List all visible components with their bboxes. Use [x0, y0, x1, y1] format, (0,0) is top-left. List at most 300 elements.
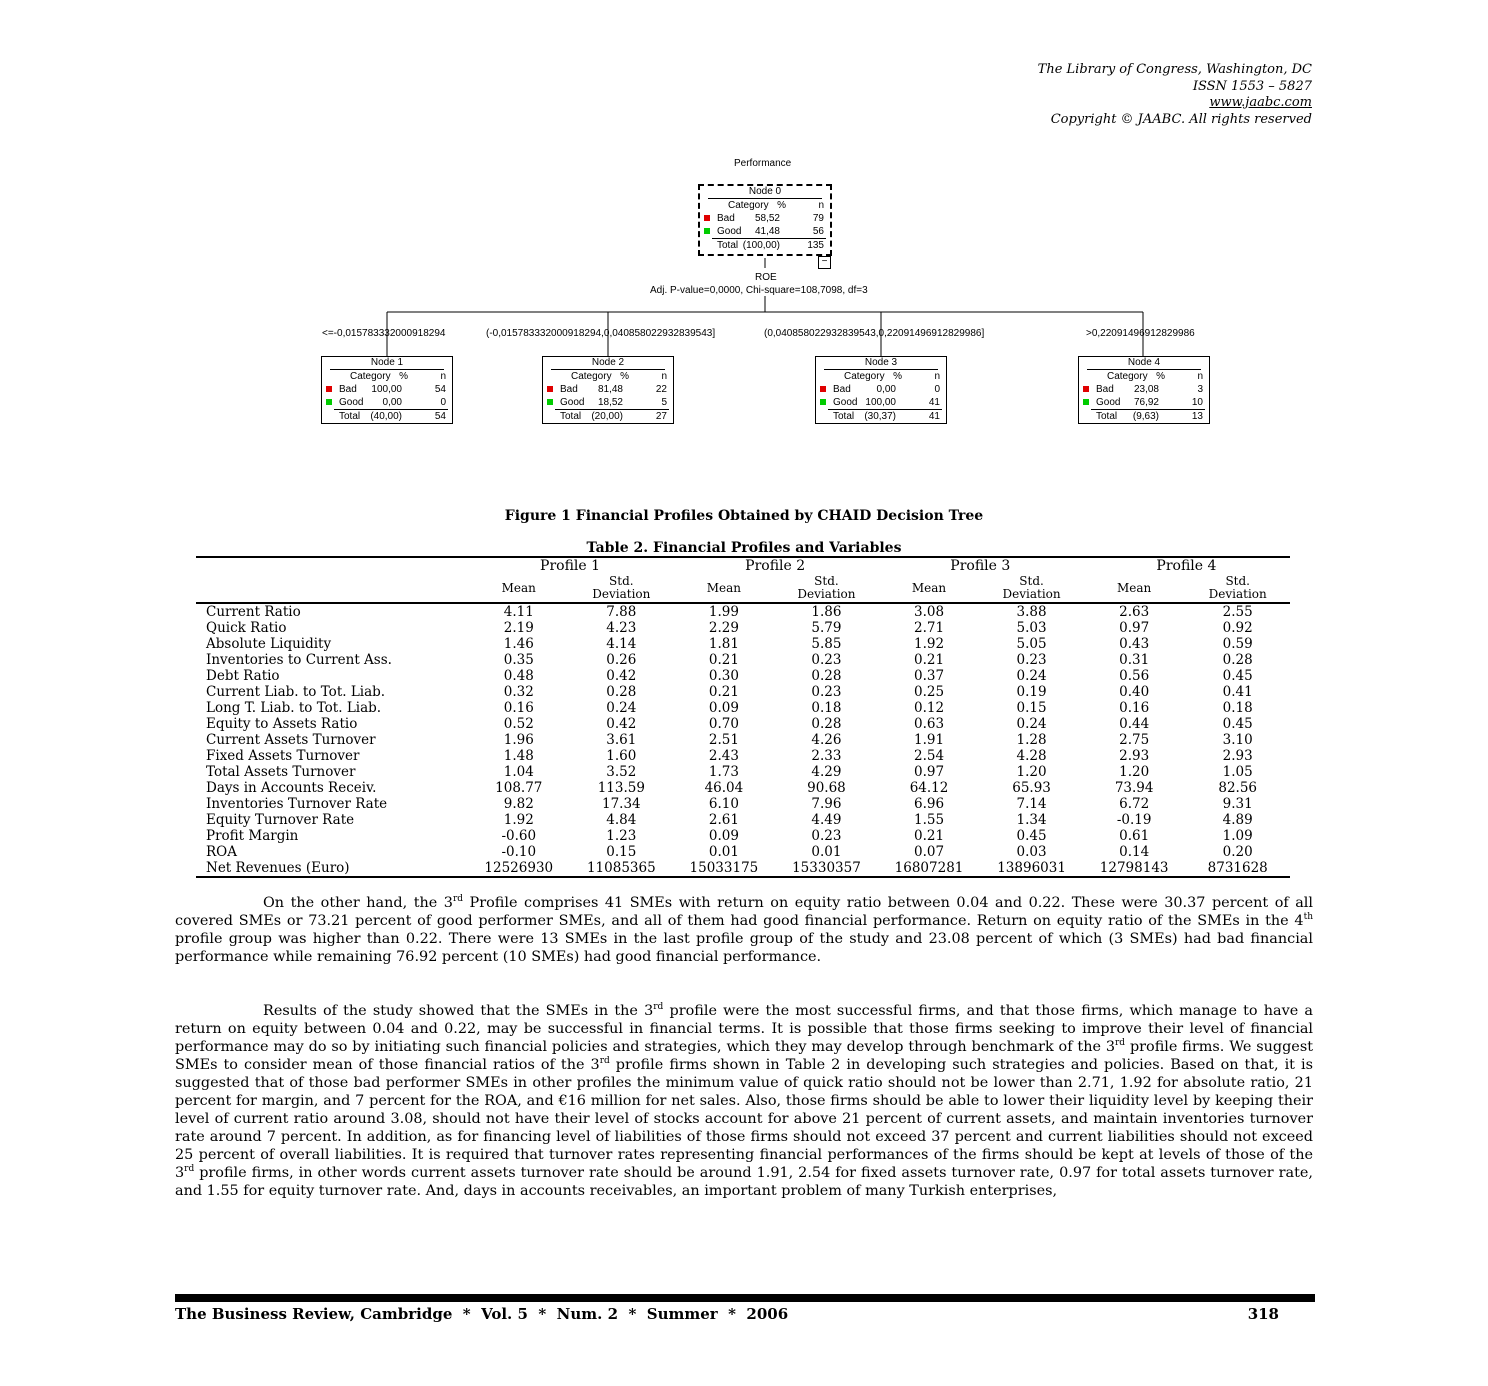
text-run: profile group was higher than 0.22. There were 13 SMEs in the last profile group of the study and 23.08 percent of which (3 SMEs) had bad financial performance while remaining 76.92 percent (10 SMEs) had good financial performance. — [175, 931, 1313, 965]
node-title: Node 3 — [824, 357, 938, 370]
std-cell: 0.23 — [811, 652, 842, 668]
row-pct: 81,48 — [597, 384, 623, 395]
mean-cell: 1.55 — [913, 812, 945, 828]
bad-color-swatch — [547, 386, 553, 392]
std-cell: 3.61 — [606, 732, 637, 748]
mean-cell: 2.29 — [708, 620, 739, 636]
header-category: Category — [844, 371, 885, 382]
row-label: Good — [717, 226, 742, 237]
std-cell: 82.56 — [1218, 780, 1258, 796]
header-n: n — [661, 371, 667, 382]
node-header-row — [322, 370, 452, 383]
mean-cell: 0.35 — [503, 652, 534, 668]
row-label: Bad — [717, 213, 735, 224]
tree-node-3[interactable] — [815, 356, 947, 424]
text-run: profile firms shown in Table 2 in developing such strategies and policies. Based on that, it is suggested that of those bad performer SMEs in other profiles the minimum value of quick ratio should not be lower than 2.71, 1.92 for absolute ratio, 21 percent for margin, and 7 percent for the ROA, and €16 million for net sales. Also, those firms should be able to lower their liquidity level by keeping their level of current ratio around 3.08, should not have their level of stocks account for above 21 percent of current assets, and maintain inventories turnover rate around 7 percent. In addition, as for financing level of liabilities of those firms should not exceed 37 percent and current liabilities should not exceed 25 percent of overall liabilities. It is required that turnover rates representing financial performances of the firms should be kept at levels of those of the 3 — [175, 1057, 1313, 1181]
mean-cell: 16807281 — [878, 860, 981, 877]
std-cell: 4.28 — [1016, 748, 1047, 764]
row-pct: 0,00 — [876, 384, 896, 395]
header-category: Category — [350, 371, 391, 382]
std-cell: 4.29 — [811, 764, 842, 780]
mean-header: Mean — [1083, 574, 1186, 603]
mean-cell: 9.82 — [503, 796, 534, 812]
mean-cell: 15033175 — [673, 860, 776, 877]
mean-cell: 0.37 — [913, 668, 945, 684]
superscript: rd — [184, 1164, 195, 1175]
mean-cell: 1.73 — [708, 764, 739, 780]
mean-cell: 0.07 — [913, 844, 945, 860]
std-cell: 0.41 — [1222, 684, 1253, 700]
mean-cell: 12798143 — [1083, 860, 1186, 877]
collapse-node-button[interactable]: − — [818, 256, 831, 269]
branch-condition-1: <=-0,015783332000918294 — [322, 328, 446, 339]
tree-node-1[interactable] — [321, 356, 453, 424]
mean-cell: 12526930 — [467, 860, 570, 877]
std-cell: 113.59 — [597, 780, 645, 796]
mean-cell: 1.46 — [503, 636, 534, 652]
mean-cell: 0.01 — [708, 844, 739, 860]
row-label: Debt Ratio — [206, 668, 280, 684]
mean-cell: 2.61 — [708, 812, 739, 828]
mean-cell: 0.43 — [1119, 636, 1150, 652]
mean-cell: 108.77 — [495, 780, 543, 796]
std-cell: 0.24 — [1016, 668, 1047, 684]
std-cell: 11085365 — [570, 860, 673, 877]
row-label: Long T. Liab. to Tot. Liab. — [206, 700, 382, 716]
mean-cell: 0.09 — [708, 700, 739, 716]
std-cell: 0.18 — [811, 700, 842, 716]
std-cell: 90.68 — [807, 780, 846, 796]
std-line-2: Deviation — [797, 587, 856, 601]
row-label: Total — [717, 240, 739, 251]
table-row — [196, 844, 1290, 860]
mean-cell: -0.10 — [501, 844, 537, 860]
row-n: 54 — [434, 384, 446, 395]
row-pct: (100,00) — [742, 240, 780, 251]
table-row — [196, 716, 1290, 732]
table-row — [196, 652, 1290, 668]
row-n: 13 — [1191, 411, 1203, 422]
std-cell: 5.03 — [1016, 620, 1047, 636]
row-pct: 76,92 — [1133, 397, 1159, 408]
std-cell: 3.88 — [1016, 604, 1047, 620]
node-row-good — [322, 396, 452, 409]
mean-cell: 1.81 — [708, 636, 739, 652]
std-cell: 65.93 — [1012, 780, 1051, 796]
row-label: Net Revenues (Euro) — [196, 860, 467, 877]
std-header — [1185, 574, 1290, 603]
node-title: Node 0 — [708, 186, 822, 199]
node-row-bad — [816, 383, 946, 396]
decision-tree-figure — [300, 150, 1240, 440]
header-n: n — [934, 371, 940, 382]
std-cell: 1.09 — [1222, 828, 1253, 844]
std-cell: 0.45 — [1016, 828, 1047, 844]
row-pct: 100,00 — [865, 397, 896, 408]
std-cell: 0.03 — [1016, 844, 1047, 860]
good-color-swatch — [1083, 399, 1089, 405]
mean-header: Mean — [878, 574, 981, 603]
row-label: Bad — [339, 384, 357, 395]
std-cell: 0.45 — [1222, 716, 1253, 732]
std-cell: 0.01 — [811, 844, 842, 860]
row-n: 22 — [655, 384, 667, 395]
std-cell: 0.59 — [1222, 636, 1253, 652]
row-label: Total — [1096, 411, 1118, 422]
split-variable-label: ROE — [755, 272, 777, 283]
header-category: Category — [728, 200, 769, 211]
std-cell: 0.15 — [606, 844, 637, 860]
row-label: Profit Margin — [206, 828, 299, 844]
mean-cell: 1.04 — [503, 764, 534, 780]
mean-cell: 2.63 — [1119, 604, 1150, 620]
row-label: Good — [1096, 397, 1121, 408]
page-footer — [175, 1305, 1279, 1323]
node-title: Node 4 — [1087, 357, 1201, 370]
superscript: th — [1303, 912, 1313, 923]
mean-cell: 0.12 — [913, 700, 945, 716]
mean-cell: 0.21 — [708, 652, 739, 668]
row-label: Total Assets Turnover — [206, 764, 356, 780]
std-cell: 9.31 — [1222, 796, 1253, 812]
std-cell: 15330357 — [775, 860, 878, 877]
tree-node-2[interactable] — [542, 356, 674, 424]
superscript: rd — [599, 1056, 610, 1067]
mean-cell: 0.44 — [1119, 716, 1150, 732]
row-pct: (9,63) — [1132, 411, 1159, 422]
table-row — [196, 700, 1290, 716]
profile-3-header: Profile 3 — [878, 557, 1083, 574]
row-label: Total — [560, 411, 582, 422]
std-cell: 5.05 — [1016, 636, 1047, 652]
table-row — [196, 668, 1290, 684]
mean-cell: 3.08 — [913, 604, 945, 620]
node-row-total — [700, 239, 830, 252]
header-category: Category — [1107, 371, 1148, 382]
mean-cell: 2.19 — [503, 620, 534, 636]
row-label: Bad — [1096, 384, 1114, 395]
mean-cell: 0.70 — [708, 716, 739, 732]
mean-cell: 0.52 — [503, 716, 534, 732]
header-issn: ISSN 1553 – 5827 — [1192, 78, 1312, 94]
row-label: Current Liab. to Tot. Liab. — [206, 684, 386, 700]
mean-cell: 2.71 — [913, 620, 945, 636]
node-row-total — [322, 410, 452, 423]
row-pct: (20,00) — [591, 411, 623, 422]
paragraph-2 — [175, 1002, 1313, 1200]
mean-cell: 73.94 — [1114, 780, 1154, 796]
mean-cell: 6.10 — [708, 796, 739, 812]
header-category: Category — [571, 371, 612, 382]
mean-cell: 0.21 — [913, 652, 945, 668]
std-cell: 0.45 — [1222, 668, 1253, 684]
mean-header: Mean — [467, 574, 570, 603]
std-cell: 7.14 — [1016, 796, 1047, 812]
mean-cell: 0.40 — [1119, 684, 1150, 700]
mean-cell: 64.12 — [909, 780, 949, 796]
financial-profiles-table — [196, 556, 1290, 878]
table-row — [196, 603, 1290, 620]
bad-color-swatch — [704, 215, 710, 221]
row-pct: 100,00 — [371, 384, 402, 395]
std-cell: 0.15 — [1016, 700, 1047, 716]
header-n: n — [1197, 371, 1203, 382]
row-n: 79 — [812, 213, 824, 224]
tree-target-label: Performance — [734, 158, 792, 169]
std-cell: 7.88 — [606, 604, 637, 620]
bad-color-swatch — [326, 386, 332, 392]
row-label: Total — [339, 411, 361, 422]
std-line-1: Std. — [609, 574, 634, 588]
good-color-swatch — [820, 399, 826, 405]
row-pct: 23,08 — [1133, 384, 1159, 395]
bad-color-swatch — [1083, 386, 1089, 392]
std-cell: 2.33 — [811, 748, 842, 764]
header-n: n — [818, 200, 824, 211]
figure-caption: Figure 1 Financial Profiles Obtained by CHAID Decision Tree — [504, 508, 984, 524]
text-run: profile firms. We suggest SMEs to consider mean of those financial ratios of the 3 — [175, 1039, 1313, 1073]
empty-header-cell — [196, 557, 467, 574]
row-n: 27 — [655, 411, 667, 422]
row-n: 54 — [434, 411, 446, 422]
table-row — [196, 828, 1290, 844]
std-cell: 5.85 — [811, 636, 842, 652]
node-header-row — [816, 370, 946, 383]
row-label: Bad — [833, 384, 851, 395]
mean-cell: 2.54 — [913, 748, 945, 764]
row-n: 41 — [928, 411, 940, 422]
row-label: Good — [339, 397, 364, 408]
std-cell: 1.20 — [1016, 764, 1047, 780]
row-label: Inventories to Current Ass. — [206, 652, 392, 668]
text-run: profile were the most successful firms, and that those firms, which manage to have a return on equity between 0.04 and 0.22, may be successful in financial terms. It is possible that those firms seeking to improve their level of financial performance may do so by initiating such financial policies and strategies, which they may develop through benchmark of the 3 — [175, 1003, 1313, 1055]
std-header — [570, 574, 673, 603]
std-cell: 0.28 — [606, 684, 637, 700]
journal-header — [1038, 62, 1312, 128]
split-statistics-label: Adj. P-value=0,0000, Chi-square=108,7098, df=3 — [650, 285, 868, 296]
mean-header: Mean — [673, 574, 776, 603]
row-label: Equity Turnover Rate — [206, 812, 355, 828]
good-color-swatch — [326, 399, 332, 405]
row-n: 135 — [807, 240, 824, 251]
std-cell: 4.84 — [606, 812, 637, 828]
std-line-2: Deviation — [1002, 587, 1061, 601]
good-color-swatch — [547, 399, 553, 405]
mean-cell: 0.48 — [503, 668, 534, 684]
std-cell: 4.49 — [811, 812, 842, 828]
good-color-swatch — [704, 228, 710, 234]
mean-cell: 0.31 — [1119, 652, 1150, 668]
std-cell: 1.86 — [811, 604, 842, 620]
paragraph-1 — [175, 894, 1313, 966]
std-line-1: Std. — [1225, 574, 1250, 588]
mean-cell: 0.97 — [913, 764, 945, 780]
std-cell: 0.42 — [606, 716, 637, 732]
header-website-link[interactable]: www.jaabc.com — [1209, 95, 1312, 110]
table-row — [196, 780, 1290, 796]
std-header — [980, 574, 1083, 603]
row-pct: (30,37) — [864, 411, 896, 422]
mean-cell: 0.21 — [708, 684, 739, 700]
profile-1-header: Profile 1 — [467, 557, 672, 574]
empty-header-cell — [196, 574, 467, 603]
table-caption: Table 2. Financial Profiles and Variables — [586, 540, 902, 556]
row-label: Current Assets Turnover — [206, 732, 376, 748]
footer-rule — [175, 1294, 1315, 1302]
node-row-bad — [700, 212, 830, 225]
node-row-good — [816, 396, 946, 409]
mean-cell: 1.91 — [913, 732, 945, 748]
mean-cell: 1.99 — [708, 604, 739, 620]
row-n: 41 — [928, 397, 940, 408]
mean-cell: -0.19 — [1116, 812, 1152, 828]
footer-journal: The Business Review, Cambridge * Vol. 5 * Num. 2 * Summer * 2006 — [175, 1305, 789, 1323]
row-label: Current Ratio — [206, 604, 301, 620]
row-label: Quick Ratio — [206, 620, 287, 636]
std-cell: 0.24 — [1016, 716, 1047, 732]
std-cell: 4.23 — [606, 620, 637, 636]
std-cell: 1.05 — [1222, 764, 1253, 780]
header-pct: % — [1156, 371, 1165, 382]
row-label: Total — [833, 411, 855, 422]
header-library: The Library of Congress, Washington, DC — [1037, 62, 1312, 77]
mean-cell: 0.63 — [913, 716, 945, 732]
std-cell: 2.55 — [1222, 604, 1253, 620]
mean-cell: 0.16 — [503, 700, 534, 716]
bad-color-swatch — [820, 386, 826, 392]
header-pct: % — [399, 371, 408, 382]
text-run: Results of the study showed that the SMEs in the 3 — [263, 1003, 654, 1019]
node-row-bad — [322, 383, 452, 396]
std-cell: 7.96 — [811, 796, 842, 812]
std-cell: 4.26 — [811, 732, 842, 748]
table-row — [196, 620, 1290, 636]
row-n: 5 — [661, 397, 667, 408]
row-label: Good — [833, 397, 858, 408]
mean-cell: 0.97 — [1119, 620, 1150, 636]
row-n: 0 — [934, 384, 940, 395]
tree-node-4[interactable] — [1078, 356, 1210, 424]
row-label: Equity to Assets Ratio — [206, 716, 358, 732]
mean-cell: 0.56 — [1119, 668, 1150, 684]
std-cell: 2.93 — [1222, 748, 1253, 764]
std-cell: 0.28 — [811, 668, 842, 684]
table-row — [196, 636, 1290, 652]
row-n: 3 — [1197, 384, 1203, 395]
std-header — [775, 574, 878, 603]
text-run: Profile comprises 41 SMEs with return on equity ratio between 0.04 and 0.22. These were 30.37 percent of all covered SMEs or 73.21 percent of good performer SMEs, and all of them had good financial performance. Return on equity ratio of the SMEs in the 4 — [175, 895, 1313, 929]
row-label: Absolute Liquidity — [206, 636, 332, 652]
row-pct: 41,48 — [754, 226, 780, 237]
std-cell: 1.34 — [1016, 812, 1047, 828]
branch-condition-3: (0,040858022932839543,0,22091496912829986] — [764, 328, 985, 339]
std-cell: 0.18 — [1222, 700, 1253, 716]
row-pct: 0,00 — [382, 397, 402, 408]
std-line-2: Deviation — [1208, 587, 1267, 601]
std-cell: 3.10 — [1222, 732, 1253, 748]
mean-cell: 0.14 — [1119, 844, 1150, 860]
node-title: Node 2 — [551, 357, 665, 370]
node-title: Node 1 — [330, 357, 444, 370]
mean-cell: 6.72 — [1119, 796, 1150, 812]
text-run: On the other hand, the 3 — [263, 895, 453, 911]
row-label: Bad — [560, 384, 578, 395]
std-cell: 13896031 — [980, 860, 1083, 877]
std-cell: 0.19 — [1016, 684, 1047, 700]
mean-cell: 2.93 — [1119, 748, 1150, 764]
row-n: 10 — [1191, 397, 1203, 408]
mean-cell: 2.75 — [1119, 732, 1150, 748]
node-row-good — [700, 225, 830, 238]
mean-cell: 4.11 — [503, 604, 534, 620]
std-cell: 3.52 — [606, 764, 637, 780]
node-row-total — [816, 410, 946, 423]
header-pct: % — [620, 371, 629, 382]
profile-4-header: Profile 4 — [1083, 557, 1290, 574]
std-cell: 0.23 — [811, 828, 842, 844]
superscript: rd — [653, 1002, 664, 1013]
std-cell: 17.34 — [602, 796, 641, 812]
text-run: profile firms, in other words current assets turnover rate should be around 1.91, 2.54 for fixed assets turnover rate, 0.97 for total assets turnover rate, and 1.55 for equity turnover rate. And, days in accounts receivables, an important problem of many Turkish enterprises, — [175, 1165, 1313, 1199]
std-cell: 0.28 — [1222, 652, 1253, 668]
node-header-row — [700, 199, 830, 212]
mean-cell: 1.92 — [503, 812, 534, 828]
mean-cell: 1.48 — [503, 748, 534, 764]
std-cell: 1.23 — [606, 828, 637, 844]
header-n: n — [440, 371, 446, 382]
tree-node-0[interactable] — [698, 184, 832, 256]
node-row-good — [543, 396, 673, 409]
branch-condition-2: (-0,015783332000918294,0,040858022932839543] — [486, 328, 716, 339]
std-cell: 0.42 — [606, 668, 637, 684]
branch-condition-4: >0,22091496912829986 — [1086, 328, 1195, 339]
std-cell: 0.20 — [1222, 844, 1253, 860]
row-pct: 18,52 — [597, 397, 623, 408]
mean-cell: -0.60 — [501, 828, 537, 844]
std-cell: 0.26 — [606, 652, 637, 668]
header-copyright: Copyright © JAABC. All rights reserved — [1050, 111, 1312, 127]
mean-cell: 0.61 — [1119, 828, 1150, 844]
header-pct: % — [777, 200, 786, 211]
table-row — [196, 748, 1290, 764]
std-line-1: Std. — [814, 574, 839, 588]
page-number: 318 — [1247, 1305, 1279, 1323]
row-pct: 58,52 — [754, 213, 780, 224]
std-cell: 4.14 — [606, 636, 637, 652]
superscript: rd — [452, 894, 464, 905]
table-row — [196, 764, 1290, 780]
std-cell: 4.89 — [1222, 812, 1253, 828]
mean-cell: 1.96 — [503, 732, 534, 748]
node-row-bad — [1079, 383, 1209, 396]
table-row — [196, 812, 1290, 828]
table-row — [196, 860, 1290, 877]
node-row-good — [1079, 396, 1209, 409]
table-row — [196, 732, 1290, 748]
std-cell: 0.28 — [811, 716, 842, 732]
node-row-bad — [543, 383, 673, 396]
std-cell: 0.23 — [811, 684, 842, 700]
mean-cell: 1.20 — [1119, 764, 1150, 780]
table-row — [196, 684, 1290, 700]
mean-cell: 46.04 — [704, 780, 744, 796]
mean-cell: 0.21 — [913, 828, 945, 844]
row-pct: (40,00) — [370, 411, 402, 422]
mean-cell: 0.30 — [708, 668, 739, 684]
std-cell: 8731628 — [1185, 860, 1290, 877]
node-row-total — [543, 410, 673, 423]
row-label: Fixed Assets Turnover — [206, 748, 360, 764]
